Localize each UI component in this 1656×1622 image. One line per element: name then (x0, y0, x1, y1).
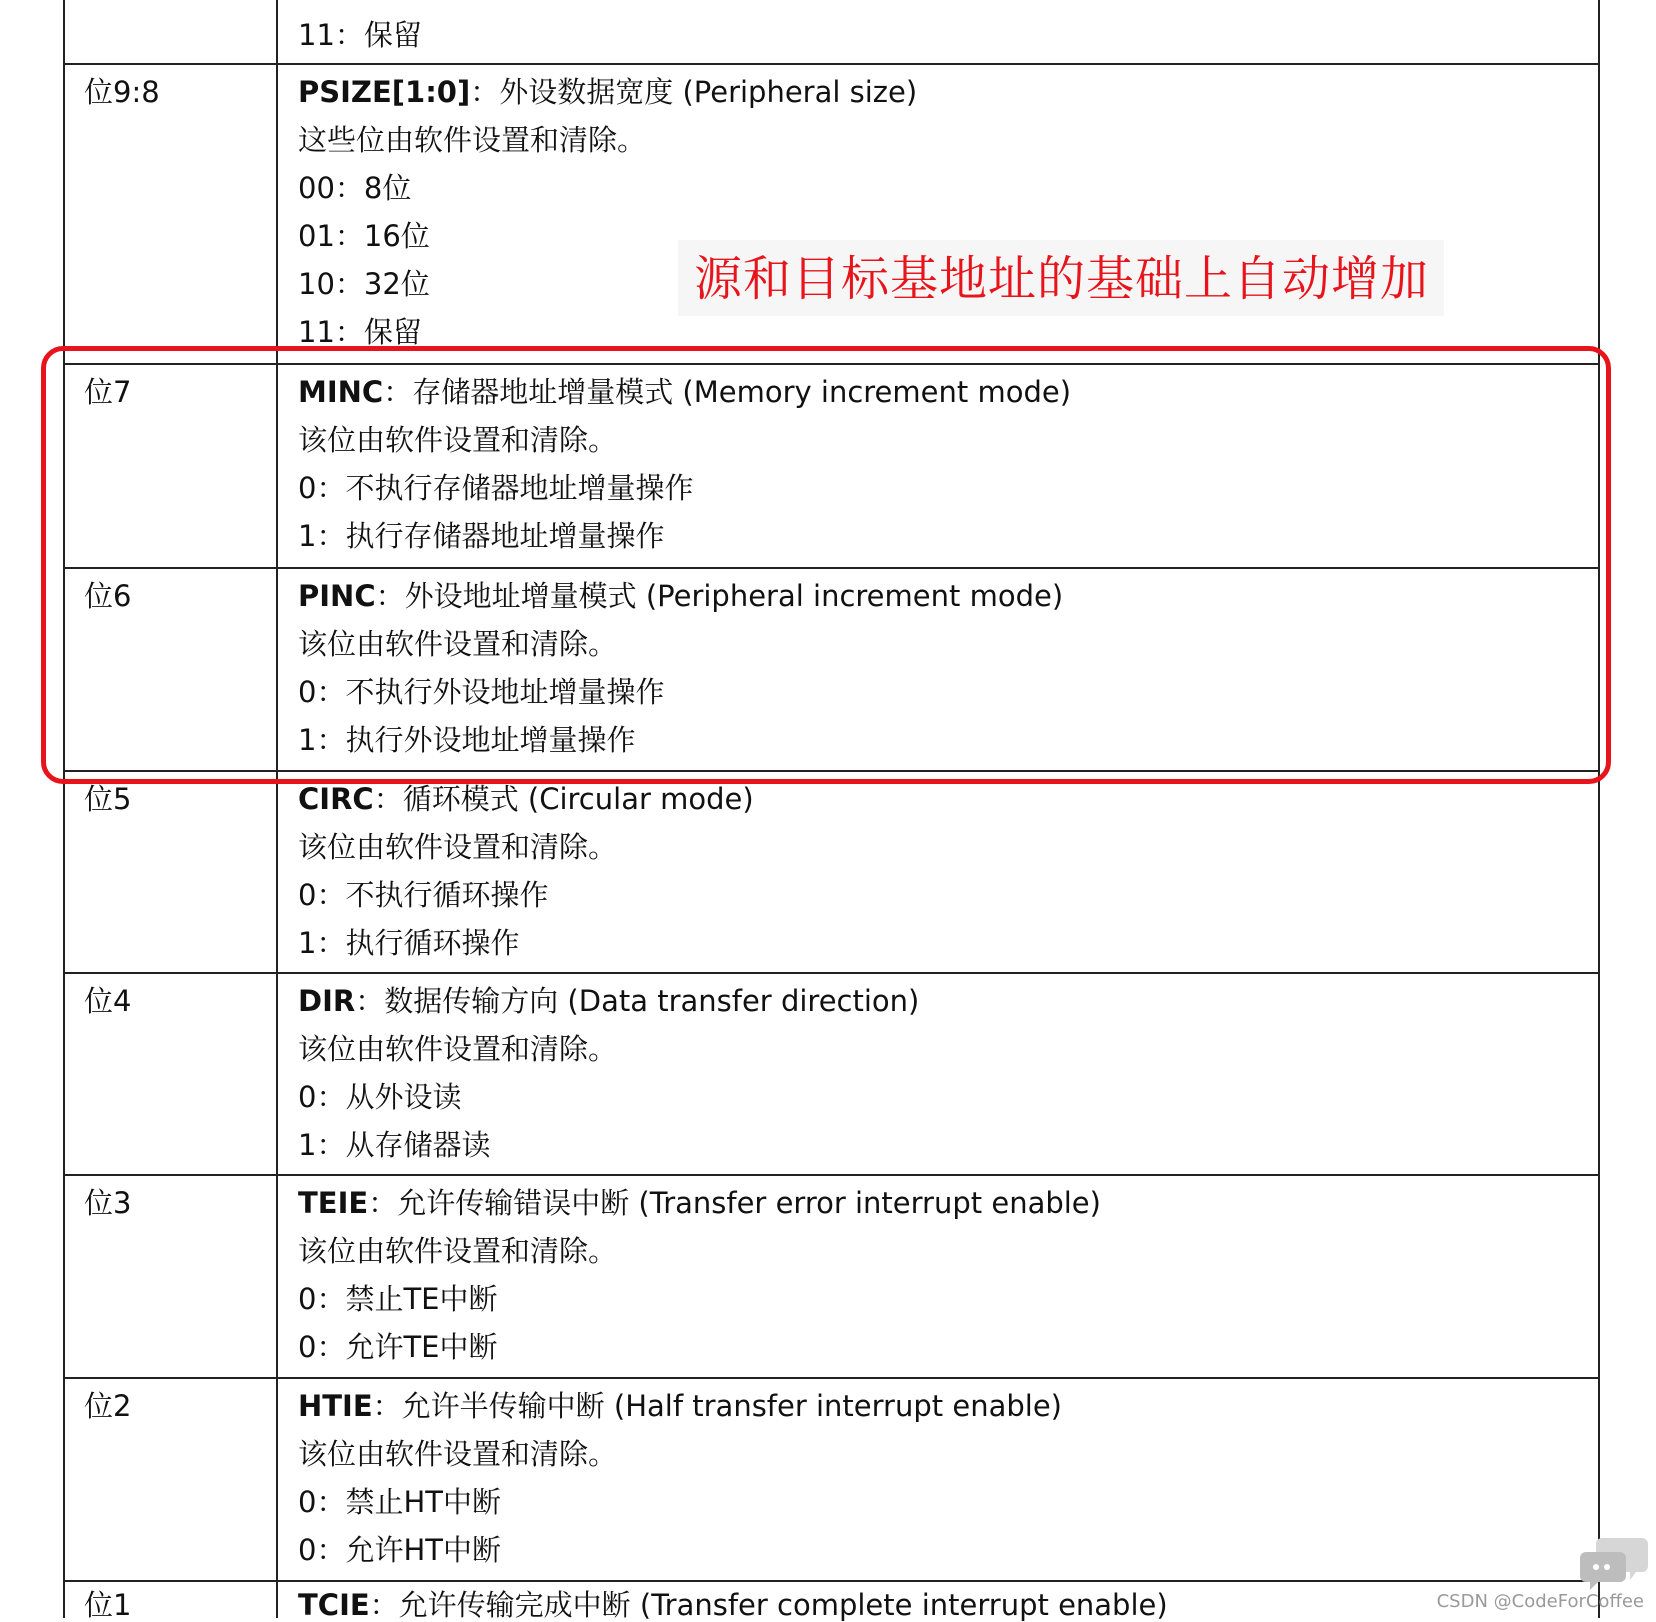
bit-label: 位5 (84, 782, 132, 816)
description-cell (278, 0, 1599, 64)
bit-label: 位6 (84, 579, 132, 613)
bit-cell (64, 1379, 278, 1580)
field-name: TEIE (298, 1186, 369, 1220)
field-heading (298, 1186, 1101, 1220)
bit-label: 位2 (84, 1389, 132, 1423)
bit-cell (64, 65, 278, 364)
highlight-box (41, 346, 1611, 784)
description-line: 00：8位 (298, 171, 412, 205)
bit-label: 位4 (84, 984, 132, 1018)
bit-label: 位1 (84, 1588, 132, 1622)
description-line: 01：16位 (298, 219, 430, 253)
bit-label: 位9:8 (84, 75, 160, 109)
description-line: 0：允许HT中断 (298, 1533, 501, 1567)
description-line: 0：不执行存储器地址增量操作 (298, 471, 694, 505)
description-line: 11：保留 (298, 18, 422, 52)
description-line: 1：执行外设地址增量操作 (298, 723, 636, 757)
description-line: 0：不执行外设地址增量操作 (298, 675, 665, 709)
description-cell (278, 1379, 1599, 1580)
description-cell (278, 1582, 1599, 1622)
description-line: 11：保留 (298, 315, 422, 349)
description-line: 0：禁止HT中断 (298, 1485, 501, 1519)
field-title: ：外设数据宽度 (Peripheral size) (470, 75, 918, 109)
bit-cell (64, 1582, 278, 1622)
description-line: 该位由软件设置和清除。 (298, 627, 618, 661)
description-line: 0：不执行循环操作 (298, 878, 549, 912)
bit-label: 位3 (84, 1186, 132, 1220)
field-heading (298, 75, 917, 109)
field-title: ：外设地址增量模式 (Peripheral increment mode) (375, 579, 1064, 613)
description-line: 0：禁止TE中断 (298, 1282, 498, 1316)
description-cell (278, 1176, 1599, 1377)
description-cell (278, 974, 1599, 1174)
description-line: 该位由软件设置和清除。 (298, 1234, 618, 1268)
description-cell (278, 772, 1599, 972)
field-title: ：允许传输错误中断 (Transfer error interrupt enable) (368, 1186, 1101, 1220)
description-line: 1：从存储器读 (298, 1128, 491, 1162)
table-row (64, 1379, 1599, 1580)
table-row (64, 1582, 1599, 1622)
description-line: 该位由软件设置和清除。 (298, 830, 618, 864)
field-name: PSIZE[1:0] (298, 75, 471, 109)
field-title: ：允许传输完成中断 (Transfer complete interrupt enable) (369, 1588, 1168, 1622)
field-heading (298, 782, 754, 816)
field-heading (298, 984, 919, 1018)
table-row (64, 772, 1599, 972)
annotation-text: 源和目标基地址的基础上自动增加 (694, 251, 1430, 307)
field-name: HTIE (298, 1389, 373, 1423)
table-left-border (63, 0, 65, 1618)
bit-cell (64, 974, 278, 1174)
field-title: ：循环模式 (Circular mode) (373, 782, 754, 816)
table-row (64, 1176, 1599, 1377)
field-name: DIR (298, 984, 356, 1018)
field-title: ：存储器地址增量模式 (Memory increment mode) (383, 375, 1072, 409)
field-name: PINC (298, 579, 376, 613)
description-cell (278, 65, 1599, 364)
table-right-border (1598, 0, 1600, 1618)
table-row (64, 0, 1599, 64)
bit-label: 位7 (84, 375, 132, 409)
description-line: 0：允许TE中断 (298, 1330, 498, 1364)
table-row (64, 974, 1599, 1174)
field-title: ：允许半传输中断 (Half transfer interrupt enable) (372, 1389, 1062, 1423)
description-line: 该位由软件设置和清除。 (298, 1032, 618, 1066)
description-line: 10：32位 (298, 267, 430, 301)
field-heading (298, 1588, 1168, 1622)
bit-cell (64, 1176, 278, 1377)
description-line: 该位由软件设置和清除。 (298, 1437, 618, 1471)
bit-cell (64, 0, 278, 64)
chat-bubble-icon (1580, 1534, 1650, 1594)
description-line: 这些位由软件设置和清除。 (298, 123, 647, 157)
field-name: TCIE (298, 1588, 370, 1622)
field-name: CIRC (298, 782, 374, 816)
description-line: 该位由软件设置和清除。 (298, 423, 618, 457)
field-heading (298, 1389, 1062, 1423)
description-line: 0：从外设读 (298, 1080, 462, 1114)
description-line: 1：执行循环操作 (298, 926, 520, 960)
field-title: ：数据传输方向 (Data transfer direction) (355, 984, 920, 1018)
bit-cell (64, 772, 278, 972)
table-row (64, 65, 1599, 364)
field-name: MINC (298, 375, 384, 409)
watermark: CSDN @CodeForCoffee (1436, 1591, 1644, 1612)
description-line: 1：执行存储器地址增量操作 (298, 519, 665, 553)
